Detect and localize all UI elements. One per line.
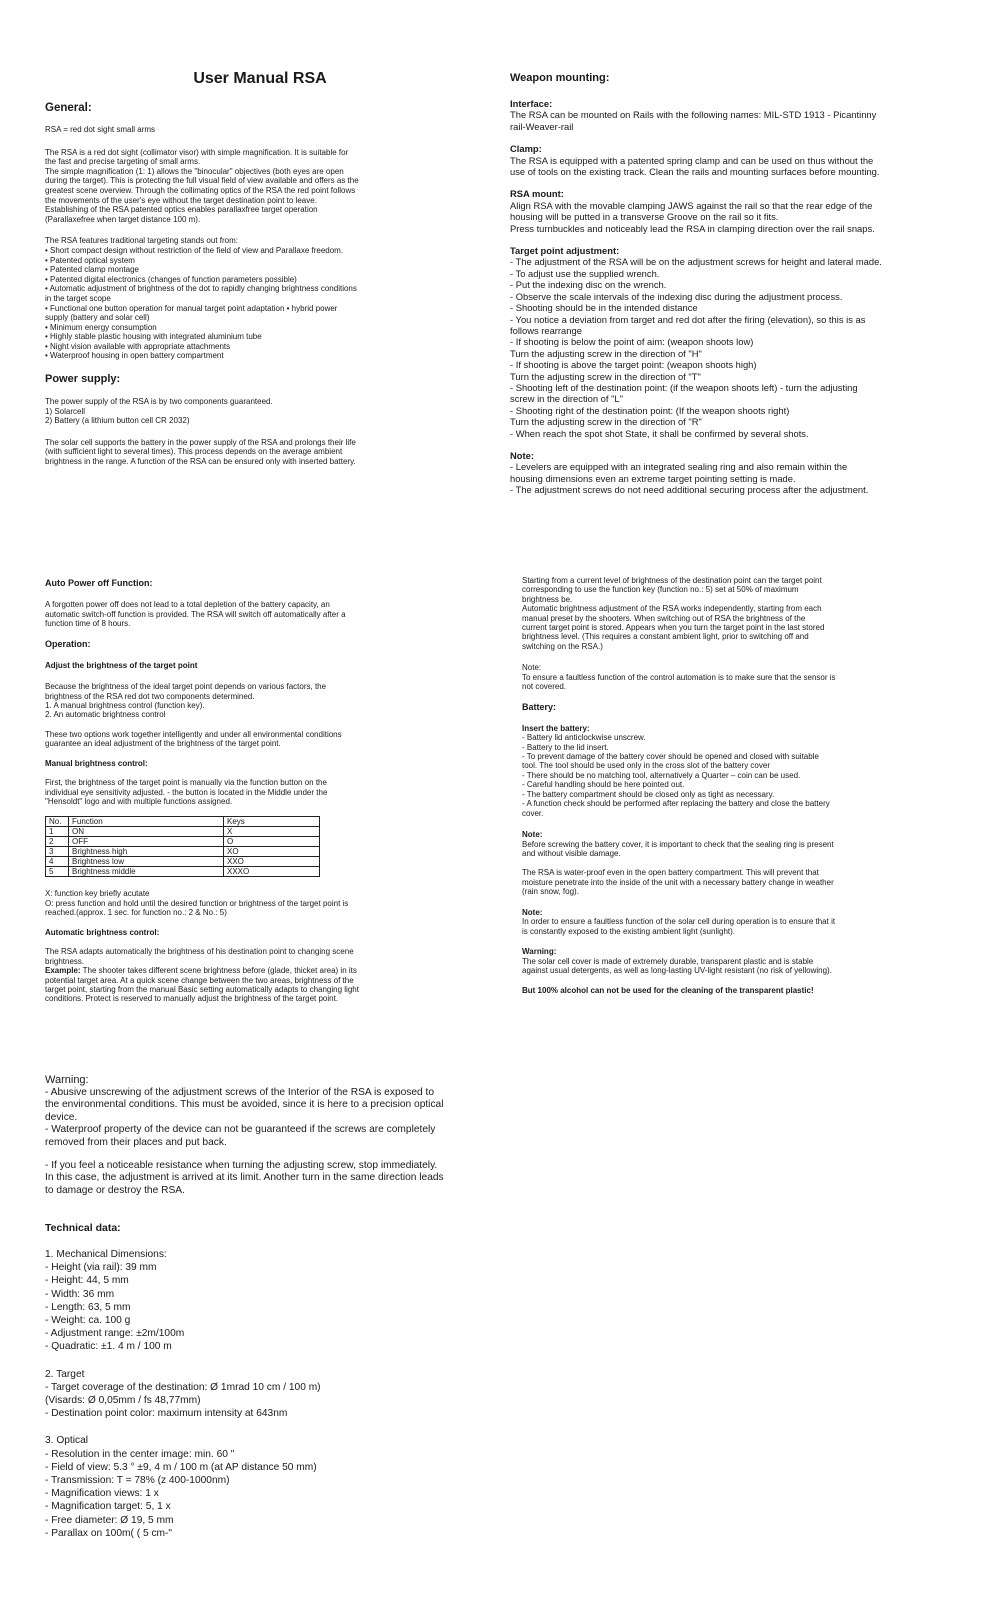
- text-line: Starting from a current level of brightness of the destination point can the target point: [522, 576, 822, 585]
- text-line: - Observe the scale intervals of the indexing disc during the adjustment process.: [510, 290, 843, 302]
- example-text: [45, 976, 465, 1004]
- table-row: [46, 857, 320, 867]
- text-line: - Length: 63, 5 mm: [45, 1301, 131, 1313]
- text-line: - Battery to the lid insert.: [522, 742, 609, 752]
- text-line: - Height: 44, 5 mm: [45, 1275, 129, 1287]
- interface-heading: Interface:: [510, 98, 553, 109]
- header-keys: Keys: [224, 817, 320, 827]
- text-line: tool. The tool should be used only in the cross slot of the battery cover: [522, 761, 770, 771]
- text-line: In order to ensure a faultless function of the solar cell during operation is to ensure that it: [522, 917, 836, 927]
- text-line: target point, starting from the manual Basic setting automatically adapts to changing light: [45, 984, 359, 994]
- cell-function: Brightness high: [69, 847, 224, 857]
- text-line: - There should be no matching tool, alternatively a Quarter – coin can be used.: [522, 770, 801, 780]
- text-line: - If you feel a noticeable resistance when turning the adjusting screw, stop immediately.: [45, 1159, 438, 1171]
- text-line: brightness be.: [522, 594, 573, 604]
- insert-battery-steps: [522, 733, 942, 818]
- text-line: • Waterproof housing in open battery compartment: [45, 351, 224, 361]
- text-line: greatest scene overview. Through the collimating optics of the RSA the red point follows: [45, 185, 356, 195]
- text-line: The RSA is a red dot sight (collimator visor) with simple magnification. It is suitable for: [45, 147, 349, 157]
- text-line: In this case, the adjustment is arrived at its limit. Another turn in the same direction leads: [45, 1172, 444, 1184]
- example-line: [45, 966, 465, 975]
- text-line: moisture penetrate into the inside of the unit with a necessary battery change in weather: [522, 877, 834, 887]
- text-line: conditions. Protect is reserved to manually adjust the brightness of the target point.: [45, 994, 339, 1004]
- text-line: during the target). This is protecting the full visual field of view available and offers as the: [45, 176, 359, 186]
- solar-note-text: [522, 917, 942, 936]
- text-line: - The adjustment of the RSA will be on the adjustment screws for height and lateral made.: [510, 256, 882, 268]
- text-line: not covered.: [522, 682, 567, 692]
- text-line: • Automatic adjustment of brightness of the dot to rapidly changing brightness conditions: [45, 284, 357, 294]
- text-line: the fast and precise targeting of small arms.: [45, 157, 201, 167]
- text-line: The RSA is equipped with a patented spring clamp and can be used on thus without the: [510, 154, 874, 166]
- text-line: - To prevent damage of the battery cover should be opened and closed with suitable: [522, 752, 819, 762]
- rsa-definition: RSA = red dot sight small arms: [45, 125, 156, 134]
- text-line: - Shooting should be in the intended distance: [510, 302, 698, 314]
- table-row: [46, 847, 320, 857]
- text-line: Align RSA with the movable clamping JAWS against the rail so that the rear edge of the: [510, 199, 873, 211]
- text-line: - Adjustment range: ±2m/100m: [45, 1328, 185, 1340]
- auto-brightness-text: [45, 947, 465, 966]
- sensor-note: [522, 663, 942, 691]
- cell-no: 5: [46, 867, 69, 877]
- cell-function: ON: [69, 827, 224, 837]
- interface-text: [510, 109, 950, 132]
- warning-text: [45, 1087, 505, 1150]
- example-first: The shooter takes different scene brightness before (glade, thicket area) in its: [80, 966, 357, 976]
- target-adjust-heading: Target point adjustment:: [510, 245, 620, 257]
- text-line: against usual detergents, as well as long-lasting UV-light resistant (no risk of yellowing).: [522, 965, 832, 975]
- text-line: in the target scope: [45, 293, 111, 303]
- keys-legend: [45, 889, 465, 917]
- text-line: - To adjust use the supplied wrench.: [510, 267, 660, 279]
- solar-warning-text: [522, 957, 942, 976]
- manual-brightness-heading: Manual brightness control:: [45, 758, 148, 768]
- target-specs: [45, 1368, 505, 1421]
- text-line: X: function key briefly acutate: [45, 889, 150, 899]
- text-line: - Destination point color: maximum intensity at 643nm: [45, 1408, 288, 1420]
- mechanical-dimensions: [45, 1248, 505, 1354]
- text-line: • Patented clamp montage: [45, 265, 139, 275]
- text-line: • Functional one button operation for manual target point adaptation • hybrid power: [45, 303, 338, 313]
- text-line: (Parallaxefree when target distance 100 m).: [45, 214, 201, 224]
- text-line: - Height (via rail): 39 mm: [45, 1262, 157, 1274]
- cell-function: OFF: [69, 837, 224, 847]
- text-line: • Minimum energy consumption: [45, 322, 157, 332]
- text-line: switching on the RSA.): [522, 641, 603, 651]
- warning-text-2: [45, 1160, 505, 1198]
- auto-brightness-heading: Automatic brightness control:: [45, 927, 160, 937]
- header-function: Function: [69, 817, 224, 827]
- general-heading: General:: [45, 102, 92, 114]
- brightness-preset-text: [522, 576, 942, 651]
- text-line: • Short compact design without restriction of the field of view and Parallaxe freedom.: [45, 245, 344, 255]
- text-line: - Parallax on 100m( ( 5 cm-": [45, 1527, 173, 1539]
- text-line: - Quadratic: ±1. 4 m / 100 m: [45, 1341, 172, 1353]
- text-line: (with sufficient light to several times). This process depends on the average ambient: [45, 447, 343, 457]
- function-keys-table: [45, 816, 320, 877]
- header-no: No.: [46, 817, 69, 827]
- autopower-section: [45, 578, 465, 1004]
- cell-no: 3: [46, 847, 69, 857]
- text-line: - You notice a deviation from target and red dot after the firing (elevation), so this is as: [510, 313, 866, 325]
- text-line: 1. Mechanical Dimensions:: [45, 1249, 167, 1260]
- cell-keys: O: [224, 837, 320, 847]
- text-line: • Night vision available with appropriate attachments: [45, 341, 231, 351]
- text-line: 1. A manual brightness control (function key).: [45, 701, 205, 711]
- solar-warning-heading: Warning:: [522, 946, 557, 956]
- warning-section: [45, 1074, 505, 1197]
- weapon-note-text: [510, 461, 950, 495]
- battery-note-text: [522, 840, 942, 859]
- cell-function: Brightness low: [69, 857, 224, 867]
- text-line: guarantee an ideal adjustment of the brightness of the target point.: [45, 739, 281, 749]
- general-intro: [45, 148, 475, 225]
- adjust-brightness-text-2: [45, 730, 465, 749]
- text-line: - The adjustment screws do not need additional securing process after the adjustment.: [510, 484, 869, 496]
- text-line: housing dimensions even an extreme target pointing setting is made.: [510, 472, 796, 484]
- text-line: "Hensoldt" logo and with multiple functions assigned.: [45, 797, 233, 807]
- text-line: - Magnification views: 1 x: [45, 1488, 159, 1500]
- cell-keys: XO: [224, 847, 320, 857]
- text-line: device.: [45, 1111, 78, 1123]
- text-line: - Weight: ca. 100 g: [45, 1315, 131, 1327]
- text-line: The solar cell cover is made of extremely durable, transparent plastic and is stable: [522, 956, 814, 966]
- text-line: - Shooting left of the destination point: (if the weapon shoots left) - turn the adjusting: [510, 381, 858, 393]
- text-line: - Resolution in the center image: min. 60 ": [45, 1448, 235, 1460]
- clamp-text: [510, 155, 950, 178]
- text-line: The simple magnification (1: 1) allows the "binocular" objectives (both eyes are open: [45, 166, 344, 176]
- battery-heading: Battery:: [522, 702, 557, 713]
- technical-section: [45, 1222, 505, 1540]
- text-line: corresponding to use the function key (function no.: 5) set at 50% of maximum: [522, 585, 799, 595]
- text-line: reached.(approx. 1 sec. for function no.: 2 & No.: 5): [45, 908, 227, 918]
- text-line: use of tools on the existing track. Clean the rails and mounting surfaces before mounting.: [510, 166, 880, 178]
- warning-heading: Warning:: [45, 1074, 89, 1086]
- manual-brightness-text: [45, 778, 465, 806]
- text-line: - When reach the spot shot State, it shall be confirmed by several shots.: [510, 427, 809, 439]
- text-line: • Patented digital electronics (changes of function parameters possible): [45, 274, 297, 284]
- text-line: The power supply of the RSA is by two components guaranteed.: [45, 397, 273, 407]
- text-line: Establishing of the RSA patented optics enables parallaxfree target operation: [45, 205, 318, 215]
- text-line: removed from their places and put back.: [45, 1136, 227, 1148]
- text-line: - Battery lid anticlockwise unscrew.: [522, 733, 646, 743]
- text-line: 2. An automatic brightness control: [45, 710, 166, 720]
- text-line: - Transmission: T = 78% (z 400-1000nm): [45, 1475, 230, 1487]
- text-line: brightness.: [45, 956, 85, 966]
- table-row: [46, 867, 320, 877]
- text-line: • Highly stable plastic housing with integrated aluminium tube: [45, 332, 262, 342]
- autopower-text: [45, 600, 465, 628]
- text-line: follows rearrange: [510, 324, 582, 336]
- text-line: - A function check should be performed after replacing the battery and close the battery: [522, 799, 830, 809]
- autopower-heading: Auto Power off Function:: [45, 578, 153, 588]
- text-line: • Patented optical system: [45, 255, 135, 265]
- text-line: supply (battery and solar cell): [45, 313, 150, 323]
- text-line: 2) Battery (a lithium button cell CR 2032): [45, 416, 190, 426]
- text-line: - Shooting right of the destination point: (If the weapon shoots right): [510, 404, 790, 416]
- text-line: Turn the adjusting screw in the direction of "T": [510, 370, 701, 382]
- weapon-note-heading: Note:: [510, 449, 534, 461]
- battery-note-heading: Note:: [522, 829, 543, 839]
- table-header-row: [46, 817, 320, 827]
- text-line: - Free diameter: Ø 19, 5 mm: [45, 1514, 174, 1526]
- text-line: - Field of view: 5.3 ° ±9, 4 m / 100 m (at AP distance 50 mm): [45, 1461, 317, 1473]
- general-section: [45, 70, 475, 467]
- weapon-heading: Weapon mounting:: [510, 72, 610, 84]
- text-line: the movements of the user's eye without the target destination point to leave.: [45, 195, 317, 205]
- text-line: Turn the adjusting screw in the direction of "H": [510, 347, 702, 359]
- text-line: - Target coverage of the destination: Ø 1mrad 10 cm / 100 m): [45, 1381, 321, 1393]
- text-line: A forgotten power off does not lead to a total depletion of the battery capacity, an: [45, 600, 330, 610]
- text-line: brightness level. (This requires a constant ambient light, prior to switching off and: [522, 632, 809, 642]
- insert-battery-heading: Insert the battery:: [522, 723, 590, 733]
- text-line: Before screwing the battery cover, it is important to check that the sealing ring is present: [522, 839, 834, 849]
- alcohol-warning: But 100% alcohol can not be used for the cleaning of the transparent plastic!: [522, 986, 814, 996]
- text-line: The RSA can be mounted on Rails with the following names: MIL-STD 1913 - Picantinny: [510, 109, 877, 121]
- power-components: [45, 397, 475, 426]
- solar-note-heading: Note:: [522, 907, 543, 917]
- technical-heading: Technical data:: [45, 1222, 121, 1234]
- text-line: Note:: [522, 663, 542, 673]
- general-features: [45, 236, 475, 361]
- optical-specs: [45, 1434, 505, 1540]
- page-title: User Manual RSA: [193, 70, 327, 87]
- text-line: brightness in the range. A function of the RSA can be ensured only with inserted battery.: [45, 457, 356, 467]
- text-line: Because the brightness of the ideal target point depends on various factors, the: [45, 682, 327, 692]
- table-row: [46, 827, 320, 837]
- cell-no: 2: [46, 837, 69, 847]
- power-solar: [45, 438, 475, 467]
- text-line: and without visible damage.: [522, 848, 621, 858]
- text-line: the environmental conditions. This must be avoided, since it is here to a precision optical: [45, 1099, 444, 1111]
- text-line: - Levelers are equipped with an integrated sealing ring and also remain within the: [510, 461, 848, 473]
- text-line: O: press function and hold until the desired function or brightness of the target point is: [45, 898, 349, 908]
- text-line: manual preset by the shooters. When switching out of RSA the brightness of the: [522, 613, 806, 623]
- text-line: function time of 8 hours.: [45, 619, 131, 629]
- cell-function: Brightness middle: [69, 867, 224, 877]
- text-line: (rain snow, fog).: [522, 887, 579, 897]
- text-line: 1) Solarcell: [45, 406, 86, 416]
- adjust-brightness-heading: Adjust the brightness of the target point: [45, 660, 198, 670]
- text-line: - Magnification target: 5, 1 x: [45, 1501, 171, 1513]
- clamp-heading: Clamp:: [510, 143, 542, 155]
- text-line: brightness of the RSA red dot two components determined.: [45, 691, 255, 701]
- target-adjust-text: [510, 256, 950, 439]
- text-line: - If shooting is below the point of aim: (weapon shoots low): [510, 336, 754, 348]
- text-line: current target point is stored. Appears when you turn the target point in the last stored: [522, 623, 825, 633]
- adjust-brightness-text: [45, 682, 465, 720]
- text-line: Turn the adjusting screw in the direction of "R": [510, 416, 702, 428]
- text-line: To ensure a faultless function of the control automation is to make sure that the sensor is: [522, 672, 836, 682]
- text-line: The RSA adapts automatically the brightness of his destination point to changing scene: [45, 947, 354, 957]
- text-line: (Visards: Ø 0,05mm / fs 48,77mm): [45, 1395, 201, 1407]
- text-line: 2. Target: [45, 1368, 85, 1380]
- text-line: to damage or destroy the RSA.: [45, 1184, 185, 1196]
- text-line: - The battery compartment should be closed only as tight as necessary.: [522, 789, 775, 799]
- text-line: potential target area. At a quick scene change between the two areas, brightness of the: [45, 975, 354, 985]
- cell-no: 4: [46, 857, 69, 867]
- mount-heading: RSA mount:: [510, 188, 564, 200]
- brightness-battery-section: [522, 576, 942, 996]
- text-line: - Abusive unscrewing of the adjustment screws of the Interior of the RSA is exposed to: [45, 1086, 435, 1098]
- text-line: individual eye sensitivity adjusted. - the button is located in the Middle under the: [45, 787, 328, 797]
- text-line: The RSA features traditional targeting stands out from:: [45, 236, 238, 246]
- cell-keys: XXXO: [224, 867, 320, 877]
- text-line: Automatic brightness adjustment of the RSA works independently, starting from each: [522, 604, 822, 614]
- cell-no: 1: [46, 827, 69, 837]
- table-row: [46, 837, 320, 847]
- text-line: housing will be putted in a transverse Groove on the rail so it fits.: [510, 211, 779, 223]
- operation-heading: Operation:: [45, 639, 91, 650]
- text-line: Press turnbuckles and noticeably lead the RSA in clamping direction over the rail snaps.: [510, 222, 875, 234]
- waterproof-text: [522, 868, 942, 896]
- text-line: - If shooting is above the target point: (weapon shoots high): [510, 359, 757, 371]
- text-line: rail-Weaver-rail: [510, 120, 574, 132]
- text-line: is constantly exposed to the existing ambient light (sunlight).: [522, 926, 736, 936]
- text-line: cover.: [522, 808, 544, 818]
- text-line: - Waterproof property of the device can not be guaranteed if the screws are completely: [45, 1124, 436, 1136]
- example-label: Example:: [45, 966, 81, 976]
- mount-text: [510, 200, 950, 234]
- text-line: 3. Optical: [45, 1435, 89, 1447]
- weapon-section: [510, 72, 950, 496]
- text-line: automatic switch-off function is provided. The RSA will switch off automatically after a: [45, 609, 346, 619]
- cell-keys: XXO: [224, 857, 320, 867]
- text-line: - Careful handling should be here pointed out.: [522, 780, 685, 790]
- power-heading: Power supply:: [45, 373, 121, 386]
- text-line: First, the brightness of the target point is manually via the function button on the: [45, 778, 327, 788]
- text-line: screw in the direction of "L": [510, 393, 623, 405]
- text-line: - Put the indexing disc on the wrench.: [510, 279, 667, 291]
- text-line: The solar cell supports the battery in the power supply of the RSA and prolongs their life: [45, 437, 356, 447]
- text-line: These two options work together intelligently and under all environmental conditions: [45, 729, 342, 739]
- cell-keys: X: [224, 827, 320, 837]
- text-line: The RSA is water-proof even in the open battery compartment. This will prevent that: [522, 868, 819, 878]
- text-line: - Width: 36 mm: [45, 1288, 115, 1300]
